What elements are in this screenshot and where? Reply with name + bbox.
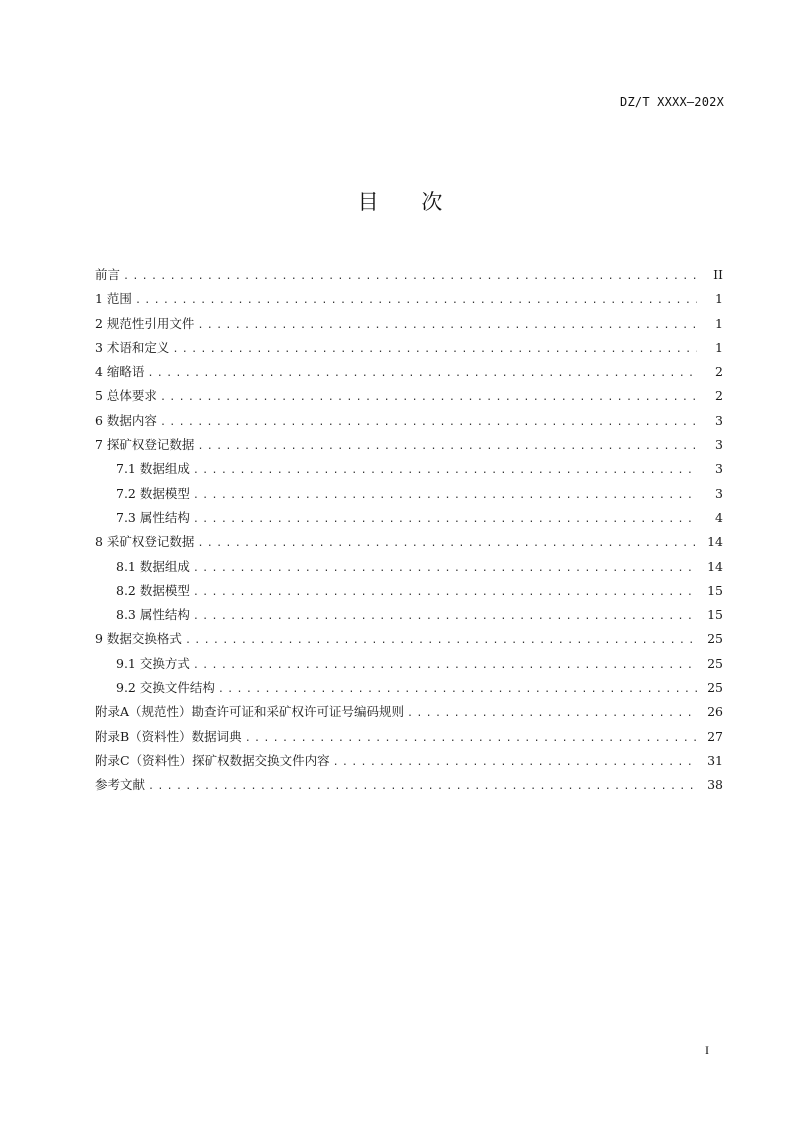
- toc-entry[interactable]: [95, 360, 723, 384]
- toc-entry[interactable]: [95, 384, 723, 408]
- toc-entry-page: 14: [707, 534, 723, 550]
- toc-leader-dots: [193, 508, 697, 530]
- toc-entry-label: 附录A（规范性）勘查许可证和采矿权许可证号编码规则: [95, 704, 405, 720]
- toc-leader-dots: [123, 265, 697, 287]
- toc-entry-page: 3: [715, 437, 723, 453]
- table-of-contents: [95, 263, 723, 798]
- toc-entry[interactable]: [95, 336, 723, 360]
- toc-entry[interactable]: [95, 312, 723, 336]
- toc-entry-page: 1: [715, 339, 723, 355]
- toc-entry-label: 2 规范性引用文件: [95, 315, 195, 331]
- toc-entry-label: 7.2 数据模型: [116, 485, 190, 501]
- toc-entry-page: 1: [715, 291, 723, 307]
- toc-entry-label: 1 范围: [95, 291, 132, 307]
- toc-subentry[interactable]: [95, 652, 723, 676]
- toc-entry[interactable]: [95, 725, 723, 749]
- toc-leader-dots: [193, 484, 697, 506]
- toc-entry-label: 9.2 交换文件结构: [116, 680, 215, 696]
- toc-entry[interactable]: [95, 433, 723, 457]
- toc-entry-page: 25: [707, 680, 723, 696]
- toc-leader-dots: [197, 314, 697, 336]
- toc-leader-dots: [193, 654, 697, 676]
- toc-entry-label: 附录B（资料性）数据词典: [95, 728, 242, 744]
- toc-entry-page: 1: [715, 315, 723, 331]
- toc-entry[interactable]: [95, 530, 723, 554]
- toc-leader-dots: [160, 386, 697, 408]
- toc-leader-dots: [218, 678, 697, 700]
- toc-entry-label: 前言: [95, 267, 121, 282]
- toc-entry-page: 2: [715, 364, 723, 380]
- toc-subentry[interactable]: [95, 676, 723, 700]
- toc-leader-dots: [193, 459, 697, 481]
- toc-leader-dots: [172, 338, 697, 360]
- toc-leader-dots: [245, 727, 697, 749]
- toc-entry-page: 25: [707, 631, 723, 647]
- toc-subentry[interactable]: [95, 555, 723, 579]
- toc-entry-page: 4: [715, 509, 723, 525]
- page-number: I: [705, 1043, 709, 1057]
- toc-entry-label: 附录C（资料性）探矿权数据交换文件内容: [95, 752, 330, 768]
- toc-entry-label: 7 探矿权登记数据: [95, 437, 195, 453]
- toc-entry-label: 5 总体要求: [95, 388, 157, 404]
- toc-entry-page: 2: [715, 388, 723, 404]
- toc-entry-page: 3: [715, 461, 723, 477]
- toc-subentry[interactable]: [95, 603, 723, 627]
- toc-entry-label: 6 数据内容: [95, 412, 157, 428]
- toc-leader-dots: [135, 289, 697, 311]
- toc-entry[interactable]: [95, 700, 723, 724]
- toc-entry-page: 15: [707, 582, 723, 598]
- toc-leader-dots: [193, 605, 697, 627]
- toc-leader-dots: [147, 362, 697, 384]
- toc-subentry[interactable]: [95, 579, 723, 603]
- toc-entry-label: 4 缩略语: [95, 364, 145, 380]
- toc-entry[interactable]: [95, 409, 723, 433]
- toc-leader-dots: [197, 435, 697, 457]
- toc-leader-dots: [333, 751, 697, 773]
- toc-entry-page: 3: [715, 485, 723, 501]
- toc-entry-page: 15: [707, 607, 723, 623]
- toc-leader-dots: [407, 702, 697, 724]
- toc-entry[interactable]: [95, 627, 723, 651]
- toc-entry[interactable]: [95, 749, 723, 773]
- toc-leader-dots: [160, 411, 697, 433]
- document-code: DZ/T XXXX—202X: [620, 95, 724, 109]
- toc-entry-page: 3: [715, 412, 723, 428]
- toc-entry-page: 38: [707, 777, 723, 793]
- toc-leader-dots: [193, 581, 697, 603]
- toc-entry-label: 9.1 交换方式: [116, 655, 190, 671]
- toc-leader-dots: [193, 557, 697, 579]
- toc-entry-page: 14: [707, 558, 723, 574]
- toc-entry-label: 9 数据交换格式: [95, 631, 182, 647]
- toc-entry-label: 3 术语和定义: [95, 339, 170, 355]
- toc-entry[interactable]: [95, 263, 723, 287]
- toc-subentry[interactable]: [95, 506, 723, 530]
- toc-subentry[interactable]: [95, 457, 723, 481]
- toc-entry-label: 8.2 数据模型: [116, 582, 190, 598]
- toc-entry-page: 25: [707, 655, 723, 671]
- toc-entry-page: 31: [707, 752, 723, 768]
- toc-entry[interactable]: [95, 287, 723, 311]
- toc-entry-label: 参考文献: [95, 777, 146, 793]
- toc-entry-label: 8.3 属性结构: [116, 607, 190, 623]
- toc-subentry[interactable]: [95, 482, 723, 506]
- toc-entry[interactable]: [95, 773, 723, 797]
- toc-entry-label: 8 采矿权登记数据: [95, 534, 195, 550]
- toc-entry-label: 8.1 数据组成: [116, 558, 190, 574]
- toc-entry-page: 26: [707, 704, 723, 720]
- toc-entry-label: 7.1 数据组成: [116, 461, 190, 477]
- toc-leader-dots: [197, 532, 697, 554]
- toc-leader-dots: [148, 775, 697, 797]
- toc-entry-page: 27: [707, 728, 723, 744]
- page-title: 目 次: [357, 190, 461, 214]
- toc-leader-dots: [185, 629, 697, 651]
- toc-entry-label: 7.3 属性结构: [116, 509, 190, 525]
- toc-entry-page: II: [713, 267, 723, 282]
